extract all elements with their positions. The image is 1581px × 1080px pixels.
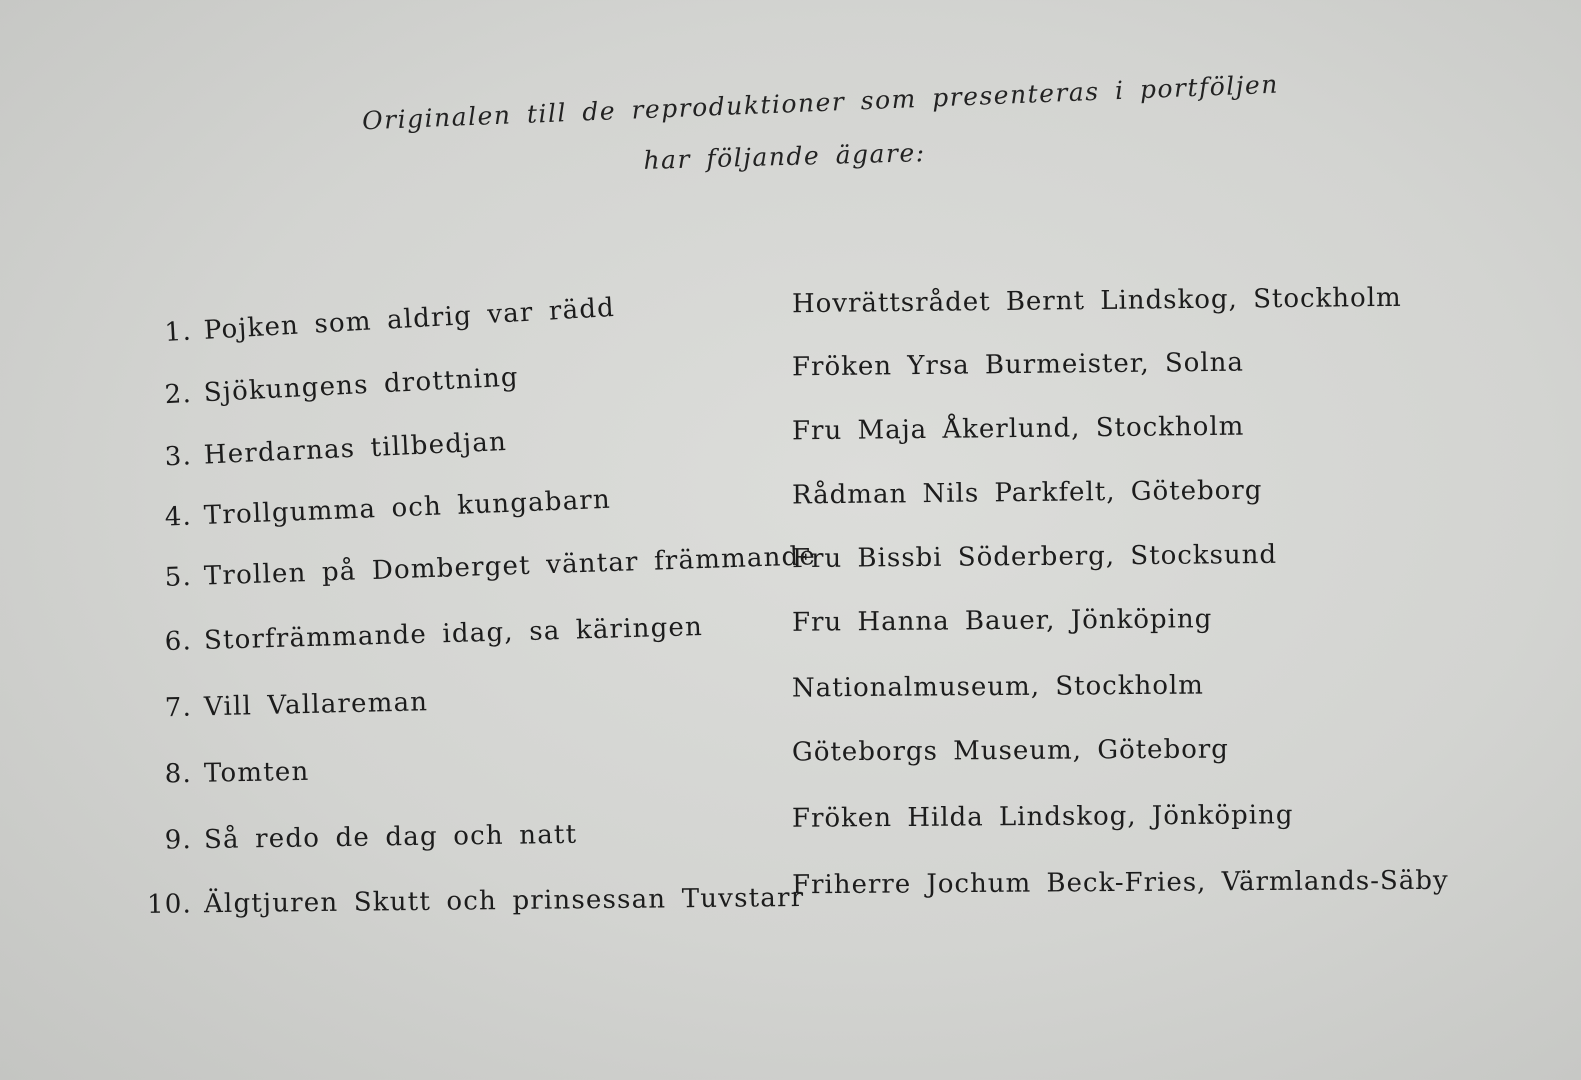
item-number: 2. bbox=[163, 378, 193, 411]
item-number: 3. bbox=[164, 441, 193, 473]
item-title-cell bbox=[130, 610, 791, 658]
list-item bbox=[130, 800, 1460, 858]
item-title-cell bbox=[130, 679, 791, 724]
item-owner: Fröken Hilda Lindskog, Jönköping bbox=[791, 800, 1294, 834]
list-item bbox=[130, 670, 1460, 726]
item-owner: Fru Hanna Bauer, Jönköping bbox=[791, 604, 1213, 638]
item-title-cell bbox=[129, 283, 790, 350]
item-number: 6. bbox=[164, 626, 193, 658]
heading-line-1: Originalen till de reproduktioner som presenteras i portföljen bbox=[361, 69, 1280, 136]
item-title: Så redo de dag och natt bbox=[203, 819, 578, 855]
item-title-cell bbox=[130, 817, 790, 856]
item-number: 4. bbox=[164, 501, 193, 533]
item-title: Storfrämmande idag, sa käringen bbox=[203, 612, 704, 656]
list-item bbox=[130, 734, 1460, 792]
item-number: 8. bbox=[164, 758, 193, 790]
item-title: Tomten bbox=[203, 756, 310, 789]
item-title-cell bbox=[130, 748, 790, 790]
list-item bbox=[130, 604, 1460, 660]
item-title: Herdarnas tillbedjan bbox=[203, 426, 508, 471]
list-item bbox=[130, 539, 1460, 596]
item-title-cell bbox=[130, 541, 817, 594]
item-title: Älgtjuren Skutt och prinsessan Tuvstarr bbox=[203, 882, 805, 920]
heading-line-2: har följande ägare: bbox=[643, 138, 926, 175]
item-owner: Fru Bissbi Söderberg, Stocksund bbox=[791, 539, 1278, 575]
item-number: 10. bbox=[146, 889, 193, 920]
item-number: 7. bbox=[164, 692, 193, 724]
item-title: Vill Vallareman bbox=[203, 687, 429, 723]
list-item bbox=[130, 475, 1460, 533]
item-number: 9. bbox=[164, 825, 193, 856]
item-number: 5. bbox=[164, 561, 193, 593]
list-item bbox=[130, 282, 1460, 349]
item-number: 1. bbox=[163, 316, 193, 349]
item-title: Sjökungens drottning bbox=[203, 362, 520, 409]
list-item bbox=[130, 347, 1460, 411]
item-title: Trollen på Domberget väntar främmande bbox=[203, 541, 817, 592]
item-title-cell bbox=[129, 414, 790, 474]
item-title: Trollgumma och kungabarn bbox=[203, 484, 612, 532]
item-owner: Friherre Jochum Beck-Fries, Värmlands-Säby bbox=[791, 865, 1449, 901]
item-owner: Göteborgs Museum, Göteborg bbox=[791, 734, 1229, 768]
list-item bbox=[130, 411, 1460, 473]
item-owner: Fröken Yrsa Burmeister, Solna bbox=[791, 347, 1245, 383]
item-title-cell bbox=[129, 478, 790, 534]
item-title-cell bbox=[130, 882, 805, 920]
item-title-cell bbox=[129, 349, 790, 412]
item-owner: Fru Maja Åkerlund, Stockholm bbox=[791, 411, 1245, 447]
item-title: Pojken som aldrig var rädd bbox=[203, 292, 616, 346]
item-owner: Hovrättsrådet Bernt Lindskog, Stockholm bbox=[791, 282, 1402, 320]
item-owner: Nationalmuseum, Stockholm bbox=[791, 670, 1204, 704]
list-item bbox=[130, 865, 1460, 924]
item-owner: Rådman Nils Parkfelt, Göteborg bbox=[791, 475, 1263, 511]
